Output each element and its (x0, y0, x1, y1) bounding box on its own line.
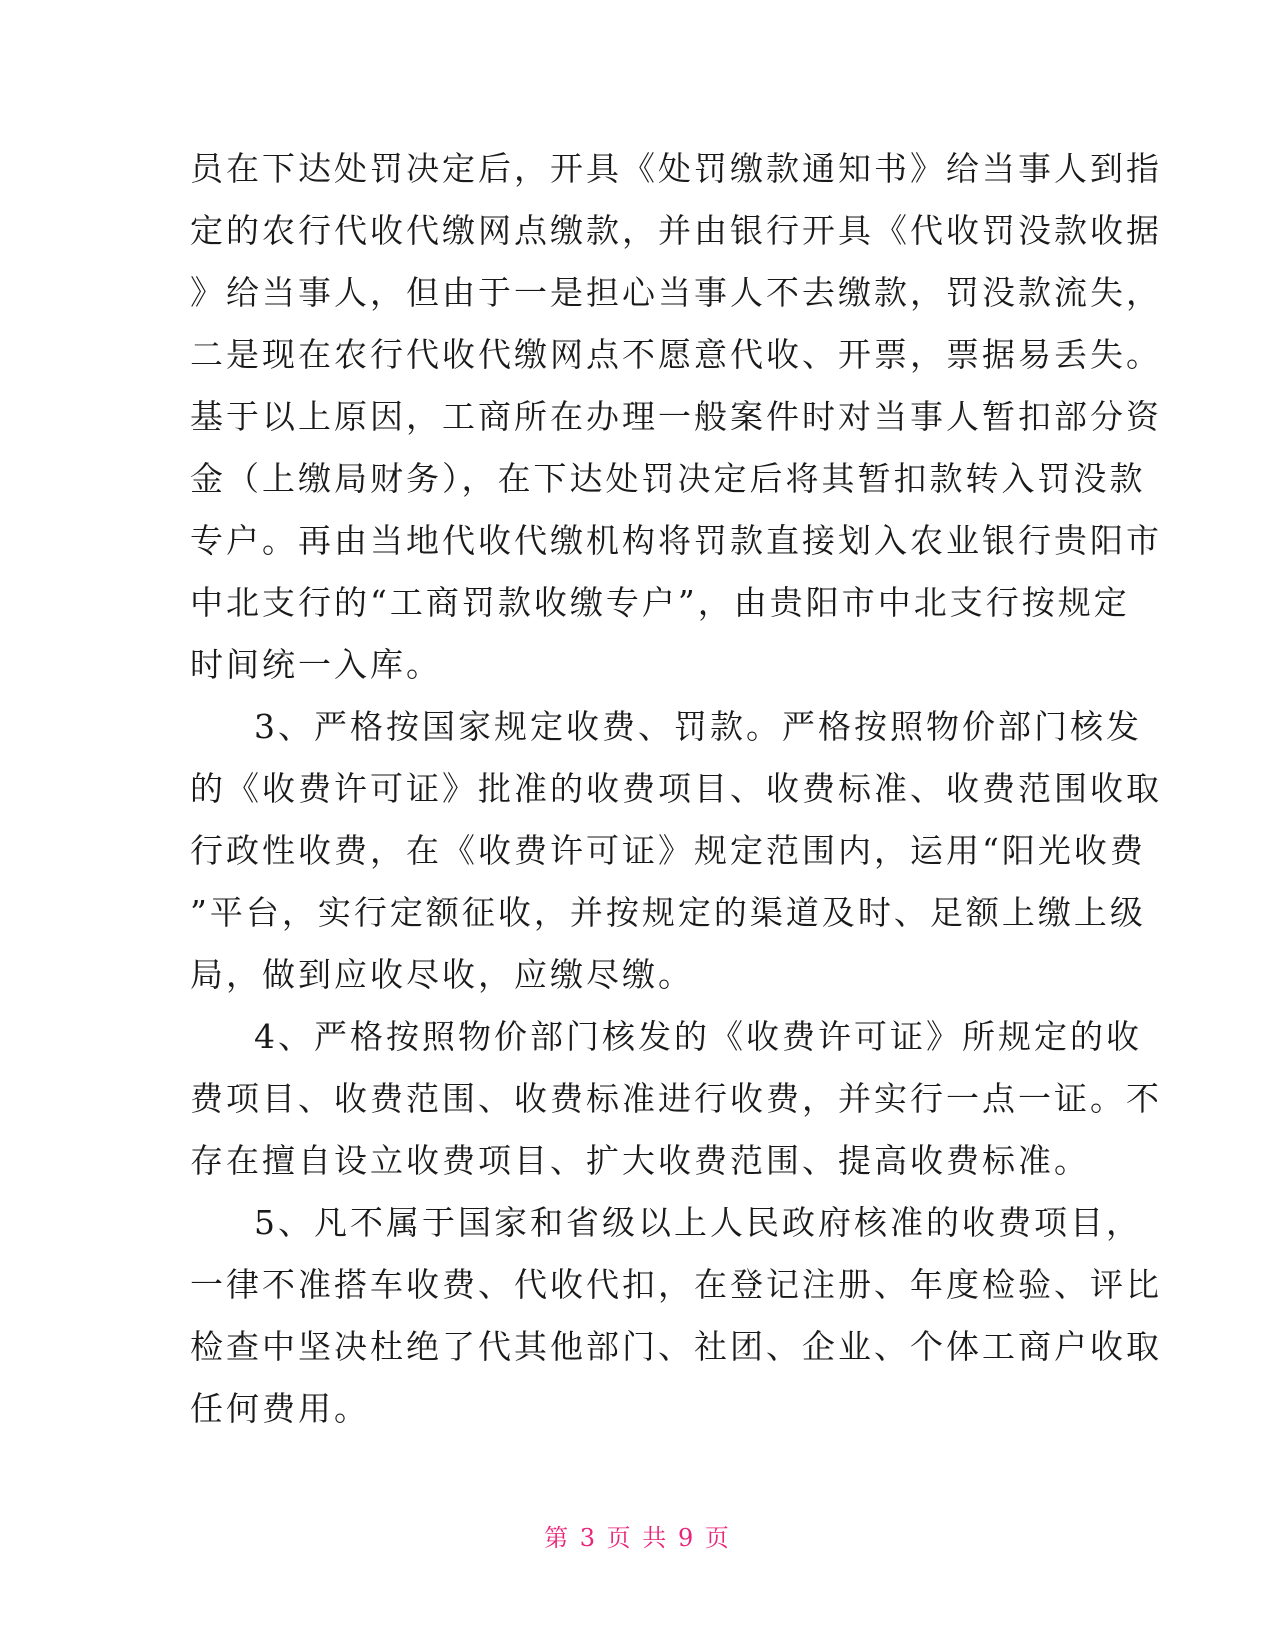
text-line-2: 定的农行代收代缴网点缴款，并由银行开具《代收罚没款收据 (190, 211, 1162, 250)
paragraph-4-start: 4、严格按照物价部门核发的《收费许可证》所规定的收 (254, 1017, 1142, 1056)
text-line-1: 员在下达处罚决定后，开具《处罚缴款通知书》给当事人到指 (190, 149, 1162, 188)
paragraph-5-start: 5、凡不属于国家和省级以上人民政府核准的收费项目， (254, 1203, 1142, 1242)
document-body (190, 138, 1162, 1440)
text-line-9: 时间统一入库。 (190, 645, 442, 684)
text-line-12: 行政性收费，在《收费许可证》规定范围内，运用“阳光收费 (190, 831, 1146, 870)
text-line-21: 任何费用。 (190, 1389, 370, 1428)
paragraph-3-start: 3、严格按国家规定收费、罚款。严格按照物价部门核发 (254, 707, 1142, 746)
text-line-14: 局，做到应收尽收，应缴尽缴。 (190, 955, 694, 994)
text-line-19: 一律不准搭车收费、代收代扣，在登记注册、年度检验、评比 (190, 1265, 1162, 1304)
text-line-5: 基于以上原因，工商所在办理一般案件时对当事人暂扣部分资 (190, 397, 1162, 436)
text-line-7: 专户。再由当地代收代缴机构将罚款直接划入农业银行贵阳市 (190, 521, 1162, 560)
text-line-4: 二是现在农行代收代缴网点不愿意代收、开票，票据易丢失。 (190, 335, 1162, 374)
text-line-13: ”平台，实行定额征收，并按规定的渠道及时、足额上缴上级 (190, 893, 1146, 932)
text-line-16: 费项目、收费范围、收费标准进行收费，并实行一点一证。不 (190, 1079, 1162, 1118)
text-line-3: 》给当事人，但由于一是担心当事人不去缴款，罚没款流失， (190, 273, 1162, 312)
text-line-20: 检查中坚决杜绝了代其他部门、社团、企业、个体工商户收取 (190, 1327, 1162, 1366)
text-line-8: 中北支行的“工商罚款收缴专户”，由贵阳市中北支行按规定 (190, 583, 1130, 622)
page-number-footer: 第 3 页 共 9 页 (544, 1524, 731, 1552)
text-line-6: 金（上缴局财务），在下达处罚决定后将其暂扣款转入罚没款 (190, 459, 1146, 498)
text-line-17: 存在擅自设立收费项目、扩大收费范围、提高收费标准。 (190, 1141, 1090, 1180)
text-line-11: 的《收费许可证》批准的收费项目、收费标准、收费范围收取 (190, 769, 1162, 808)
